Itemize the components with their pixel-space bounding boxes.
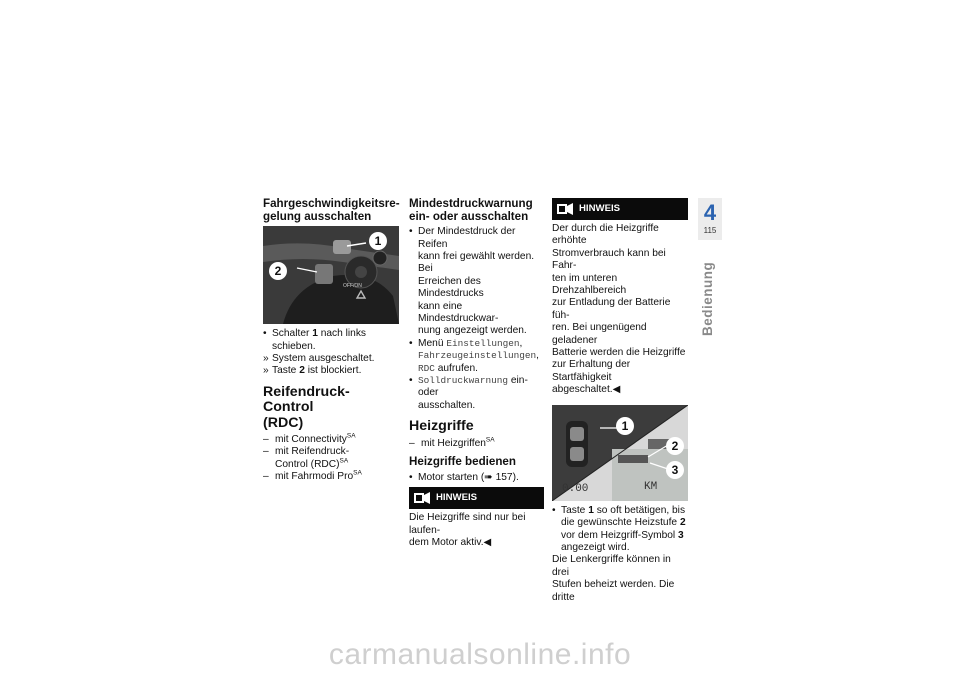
page-number: 115 (703, 226, 717, 235)
callout-1: 1 (616, 417, 634, 435)
display-unit: KM (644, 480, 658, 493)
column-3 (552, 198, 688, 604)
note-banner (552, 198, 688, 220)
bullet-menu: • Menü Einstellungen, Fahrzeugeinstellungen, RDC aufrufen. (409, 337, 539, 374)
hinweis-icon (557, 203, 573, 215)
option-fahrmodi: – mit Fahrmodi Pro$^{SA}$ (263, 469, 362, 483)
photo-cruise-switch (263, 226, 399, 324)
heading-heizgriffe-bedienen: Heizgriffe bedienen (409, 455, 516, 469)
column-2 (409, 198, 544, 549)
result-blockiert: » Taste 2 ist blockiert. (263, 365, 362, 377)
result-ausgeschaltet: » System ausgeschaltet. (263, 353, 375, 364)
bullet-mindestdruck: • Der Mindestdruck der Reifen kann frei gewählt werden. Bei Erreichen des Mindestdrucks kann eine Mindestdruckwar- nung angezeigt werden. (409, 226, 535, 337)
section-label: Bedienung (700, 261, 715, 336)
note-label: HINWEIS (436, 492, 478, 504)
bullet-solldruck: • Solldruckwarnung ein- oder ausschalten. (409, 375, 528, 411)
display-odometer: 0.00 (562, 482, 589, 495)
callout-1: 1 (369, 232, 387, 250)
column-1 (263, 198, 399, 484)
chapter-tab (698, 198, 722, 240)
step-taste: • Taste 1 so oft betätigen, bis die gewünschte Heizstufe 2 vor dem Heizgriff-Symbol 3 angezeigt wird. (552, 504, 686, 553)
heading-rdc: Reifendruck-Control (RDC) (263, 383, 350, 431)
heading-cruise-off: Fahrgeschwindigkeitsre- gelung ausschalten (263, 197, 400, 223)
note-banner (409, 487, 544, 509)
note-label: HINWEIS (579, 203, 621, 214)
paragraph-stufen: Die Lenkergriffe können in drei Stufen beheizt werden. Die dritte (552, 554, 675, 603)
heading-mindestdruck: Mindestdruckwarnung ein- oder ausschalten (409, 197, 533, 223)
note-text: Der durch die Heizgriffe erhöhte Stromverbrauch kann bei Fahr- ten im unteren Drehzahlbereich zur Entladung der Batterie füh- ren. Bei ungenügend geladener Batterie werden die Heizgriffe zur Erhaltung der Startfähigkeit abgeschaltet.◀ (552, 223, 686, 396)
step-schalter: • Schalter 1 nach links schieben. (263, 328, 367, 352)
watermark: carmanualsonline.info (328, 638, 632, 671)
option-heizgriffe: – mit Heizgriffen$^{SA}$ (409, 436, 495, 449)
heading-heizgriffe: Heizgriffe (409, 418, 474, 435)
callout-3: 3 (666, 461, 684, 479)
chapter-number: 4 (703, 200, 717, 225)
option-rdc: – mit Reifendruck- Control (RDC)$^{SA}$ (263, 446, 350, 470)
option-connectivity: – mit Connectivity$^{SA}$ (263, 432, 356, 446)
switch-label: OFF/ON (343, 283, 362, 290)
hinweis-icon (414, 492, 430, 504)
callout-2: 2 (269, 262, 287, 280)
photo-heated-grip (552, 405, 688, 501)
bullet-motor: • Motor starten (➠ 157). (409, 471, 519, 483)
callout-2: 2 (666, 437, 684, 455)
note-text: Die Heizgriffe sind nur bei laufen- dem Motor aktiv.◀ (409, 512, 526, 548)
